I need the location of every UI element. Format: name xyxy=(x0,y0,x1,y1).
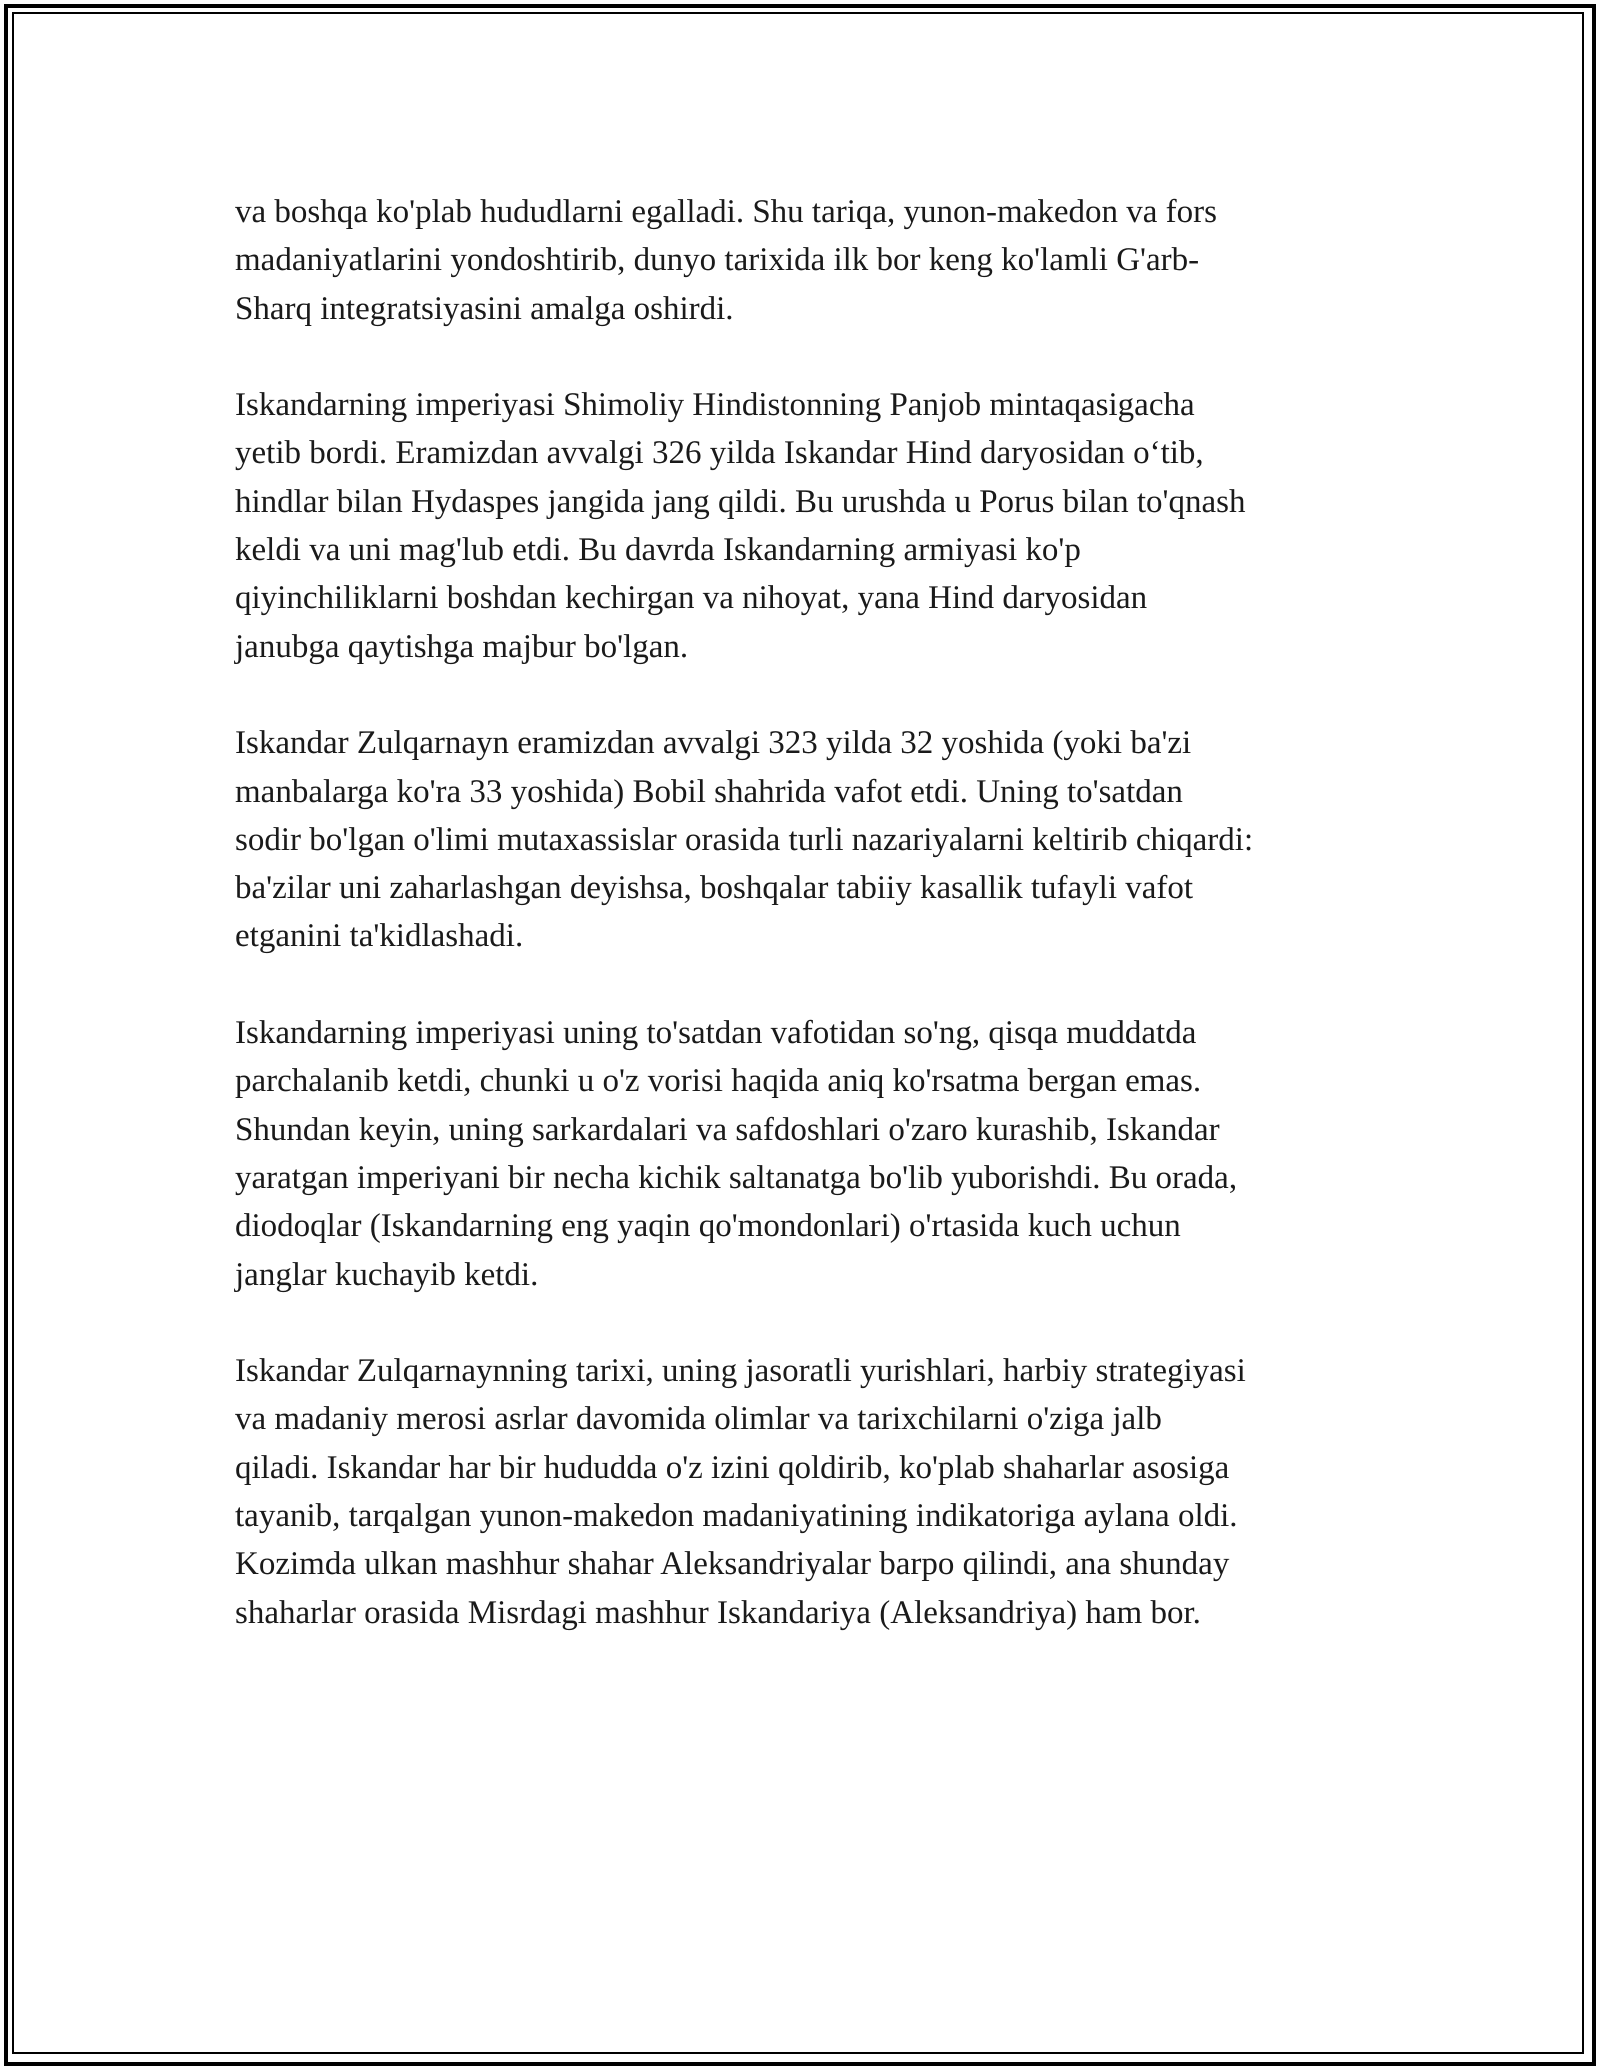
text-line: keldi va uni mag'lub etdi. Bu davrda Iskandarning armiyasi ko'p xyxy=(235,532,1081,569)
paragraph-3 xyxy=(235,719,1395,960)
text-line: tayanib, tarqalgan yunon-makedon madaniyatining indikatoriga aylana oldi. xyxy=(235,1498,1238,1535)
paragraph-4 xyxy=(235,1009,1395,1299)
text-line: shaharlar orasida Misrdagi mashhur Iskandariya (Aleksandriya) ham bor. xyxy=(235,1594,1201,1631)
text-line: diodoqlar (Iskandarning eng yaqin qo'mondonlari) o'rtasida kuch uchun xyxy=(235,1208,1181,1245)
text-line: hindlar bilan Hydaspes jangida jang qildi. Bu urushda u Porus bilan to'qnash xyxy=(235,483,1246,520)
text-line: madaniyatlarini yondoshtirib, dunyo tarixida ilk bor keng ko'lamli G'arb- xyxy=(235,242,1200,279)
paragraph-2 xyxy=(235,381,1395,671)
text-line: Kozimda ulkan mashhur shahar Aleksandriyalar barpo qilindi, ana shunday xyxy=(235,1546,1230,1583)
paragraph-1 xyxy=(235,188,1395,333)
text-line: manbalarga ko'ra 33 yoshida) Bobil shahrida vafot etdi. Uning to'satdan xyxy=(235,773,1183,810)
text-line: Shundan keyin, uning sarkardalari va safdoshlari o'zaro kurashib, Iskandar xyxy=(235,1111,1220,1148)
text-line: ba'zilar uni zaharlashgan deyishsa, boshqalar tabiiy kasallik tufayli vafot xyxy=(235,870,1194,907)
text-line: sodir bo'lgan o'limi mutaxassislar orasida turli nazariyalarni keltirib chiqardi: xyxy=(235,821,1254,858)
text-line: Iskandar Zulqarnayn eramizdan avvalgi 323 yilda 32 yoshida (yoki ba'zi xyxy=(235,725,1192,762)
text-line: parchalanib ketdi, chunki u o'z vorisi haqida aniq ko'rsatma bergan emas. xyxy=(235,1063,1202,1100)
text-line: yetib bordi. Eramizdan avvalgi 326 yilda Iskandar Hind daryosidan o‘tib, xyxy=(235,435,1204,472)
text-line: janglar kuchayib ketdi. xyxy=(235,1256,539,1293)
text-line: qiyinchiliklarni boshdan kechirgan va nihoyat, yana Hind daryosidan xyxy=(235,580,1148,617)
text-line: va madaniy merosi asrlar davomida olimlar va tarixchilarni o'ziga jalb xyxy=(235,1401,1162,1438)
text-line: yaratgan imperiyani bir necha kichik saltanatga bo'lib yuborishdi. Bu orada, xyxy=(235,1159,1238,1196)
document-body xyxy=(235,188,1395,1685)
paragraph-5 xyxy=(235,1347,1395,1637)
text-line: Iskandarning imperiyasi Shimoliy Hindistonning Panjob mintaqasigacha xyxy=(235,387,1195,424)
text-line: Iskandarning imperiyasi uning to'satdan vafotidan so'ng, qisqa muddatda xyxy=(235,1015,1197,1052)
text-line: Sharq integratsiyasini amalga oshirdi. xyxy=(235,290,734,327)
text-line: qiladi. Iskandar har bir hududda o'z izini qoldirib, ko'plab shaharlar asosiga xyxy=(235,1449,1230,1486)
text-line: Iskandar Zulqarnaynning tarixi, uning jasoratli yurishlari, harbiy strategiyasi xyxy=(235,1353,1246,1390)
text-line: va boshqa ko'plab hududlarni egalladi. Shu tariqa, yunon-makedon va fors xyxy=(235,194,1217,230)
text-line: etganini ta'kidlashadi. xyxy=(235,918,524,955)
text-line: janubga qaytishga majbur bo'lgan. xyxy=(235,628,689,665)
